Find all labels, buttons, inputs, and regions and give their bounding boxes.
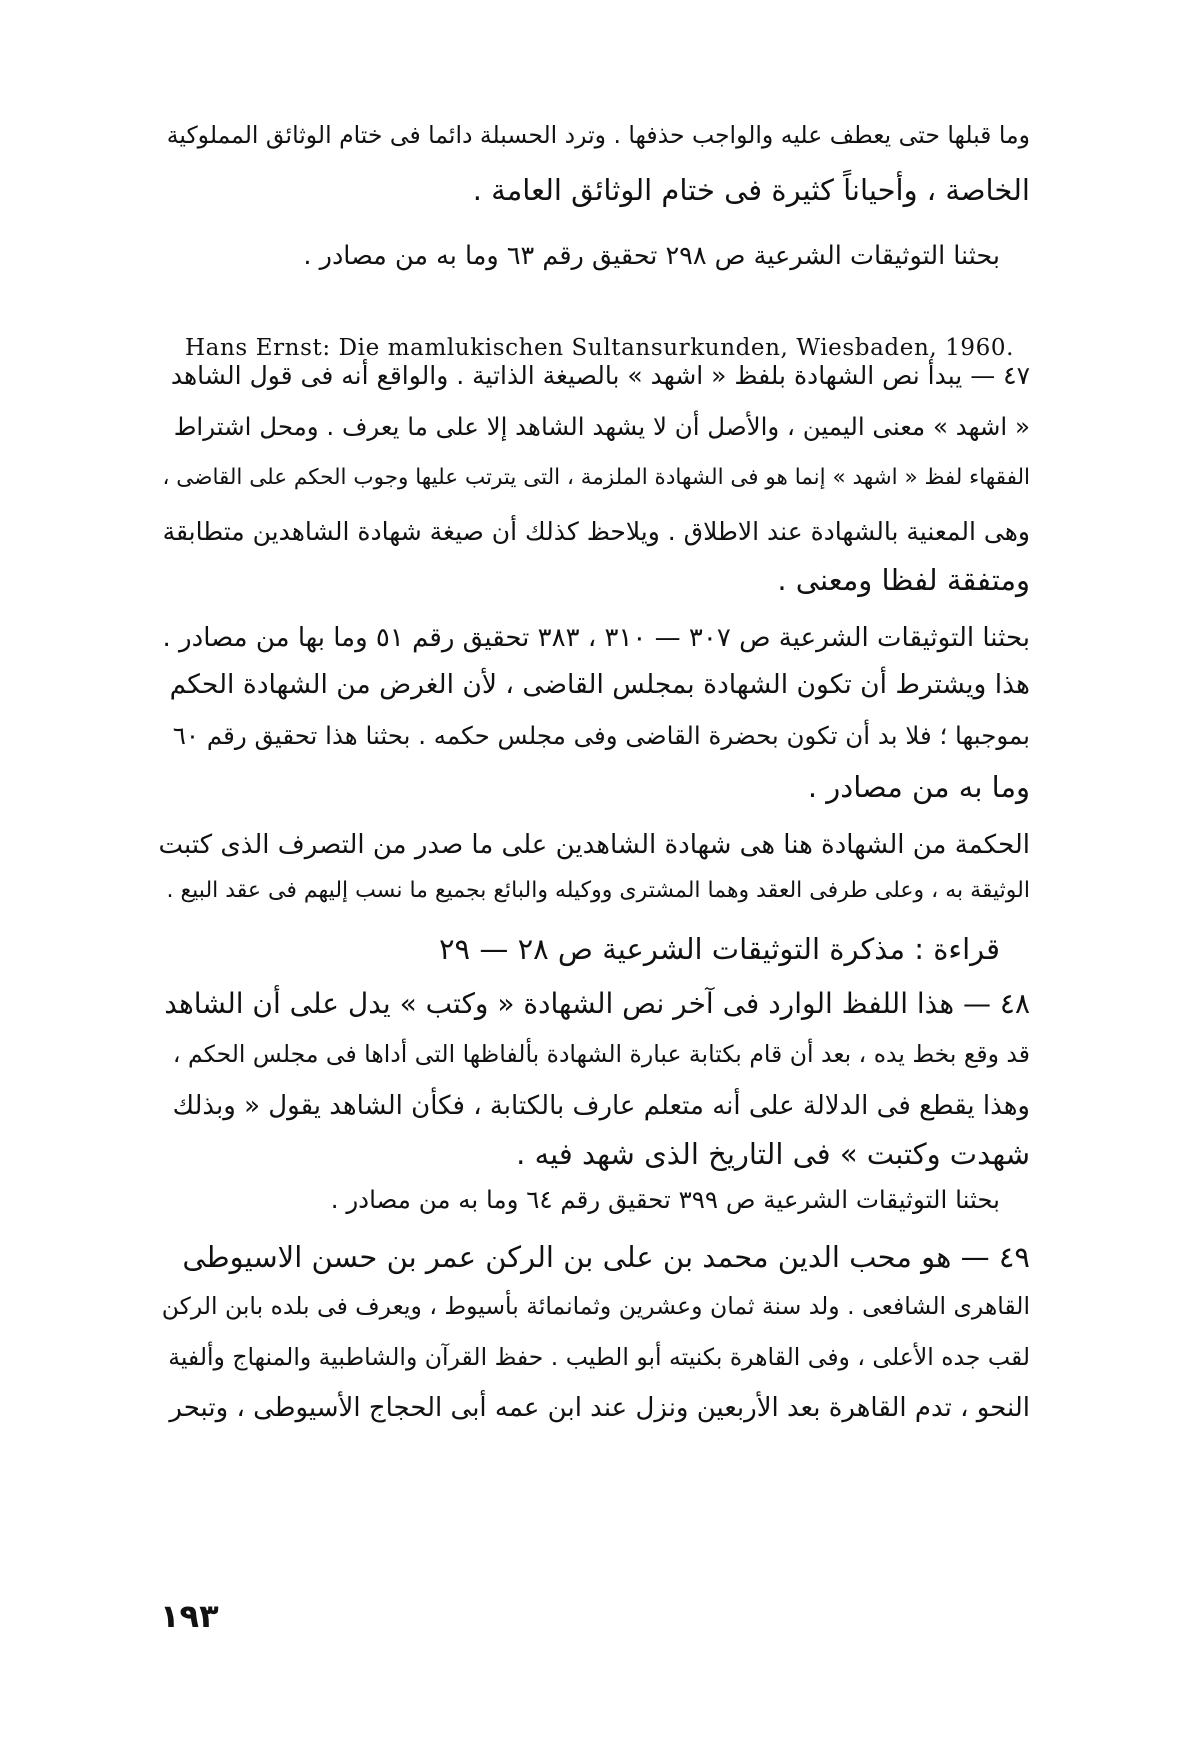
page-number: ١٩٣ bbox=[160, 1597, 219, 1635]
note-48-line-3: وهذا يقطع فى الدلالة على أنه متعلم عارف بالكتابة ، فكأن الشاهد يقول « وبذلك bbox=[172, 1091, 1030, 1121]
note-48-line-4: شهدت وكتبت » فى التاريخ الذى شهد فيه . bbox=[516, 1137, 1030, 1171]
note-49-line-2: القاهرى الشافعى . ولد سنة ثمان وعشرين وثمانمائة بأسيوط ، ويعرف فى بلده بابن الركن bbox=[161, 1292, 1030, 1320]
paragraph-line-3: وما به من مصادر . bbox=[807, 770, 1030, 804]
note-47-line-1: ٤٧ — يبدأ نص الشهادة بلفظ « اشهد » بالصيغة الذاتية . والواقع أنه فى قول الشاهد bbox=[170, 361, 1030, 390]
note-48-line-1: ٤٨ — هذا اللفظ الوارد فى آخر نص الشهادة « وكتب » يدل على أن الشاهد bbox=[164, 987, 1030, 1020]
paragraph-line-2: بموجبها ؛ فلا بد أن تكون بحضرة القاضى وفى مجلس حكمه . بحثنا هذا تحقيق رقم ٦٠ bbox=[172, 721, 1030, 750]
paragraph-line-4: الحكمة من الشهادة هنا هى شهادة الشاهدين على ما صدر من التصرف الذى كتبت bbox=[158, 830, 1030, 860]
reference-line-2: بحثنا التوثيقات الشرعية ص ٣٠٧ — ٣١٠ ، ٣٨٣ تحقيق رقم ٥١ وما بها من مصادر . bbox=[162, 623, 1030, 653]
bibliography-line: Hans Ernst: Die mamlukischen Sultansurkunden, Wiesbaden, 1960. bbox=[185, 335, 1015, 361]
note-47-line-3: الفقهاء لفظ « اشهد » إنما هو فى الشهادة الملزمة ، التى يترتب عليها وجوب الحكم على القاضى ، bbox=[162, 465, 1030, 490]
note-47-line-2: « اشهد » معنى اليمين ، والأصل أن لا يشهد الشاهد إلا على ما يعرف . ومحل اشتراط bbox=[173, 412, 1030, 441]
reading-reference: قراءة : مذكرة التوثيقات الشرعية ص ٢٨ — ٢٩ bbox=[438, 932, 1000, 966]
note-49-line-4: النحو ، تدم القاهرة بعد الأربعين ونزل عند ابن عمه أبى الحجاج الأسيوطى ، وتبحر bbox=[169, 1393, 1030, 1423]
note-47-line-4: وهى المعنية بالشهادة عند الاطلاق . ويلاحظ كذلك أن صيغة شهادة الشاهدين متطابقة bbox=[162, 517, 1030, 546]
note-48-line-2: قد وقع بخط يده ، بعد أن قام بكتابة عبارة الشهادة بألفاظها التى أداها فى مجلس الحكم ، bbox=[172, 1040, 1030, 1068]
note-49-line-1: ٤٩ — هو محب الدين محمد بن على بن الركن عمر بن حسن الاسيوطى bbox=[182, 1240, 1030, 1274]
paragraph-line-1: هذا ويشترط أن تكون الشهادة بمجلس القاضى ، لأن الغرض من الشهادة الحكم bbox=[169, 669, 1030, 700]
note-49-line-3: لقب جده الأعلى ، وفى القاهرة بكنيته أبو الطيب . حفظ القرآن والشاطبية والمنهاج وألفية bbox=[168, 1343, 1030, 1371]
text-line-1: وما قبلها حتى يعطف عليه والواجب حذفها . وترد الحسبلة دائما فى ختام الوثائق المملوكية bbox=[166, 121, 1030, 149]
paragraph-line-5: الوثيقة به ، وعلى طرفى العقد وهما المشترى ووكيله والبائع بجميع ما نسب إليهم فى عقد البيع . bbox=[166, 878, 1030, 903]
text-line-2: الخاصة ، وأحياناً كثيرة فى ختام الوثائق العامة . bbox=[472, 173, 1030, 207]
note-47-line-5: ومتفقة لفظا ومعنى . bbox=[777, 563, 1030, 597]
reference-line-1: بحثنا التوثيقات الشرعية ص ٢٩٨ تحقيق رقم ٦٣ وما به من مصادر . bbox=[303, 241, 1000, 271]
reference-line-3: بحثنا التوثيقات الشرعية ص ٣٩٩ تحقيق رقم ٦٤ وما به من مصادر . bbox=[330, 1185, 1000, 1214]
